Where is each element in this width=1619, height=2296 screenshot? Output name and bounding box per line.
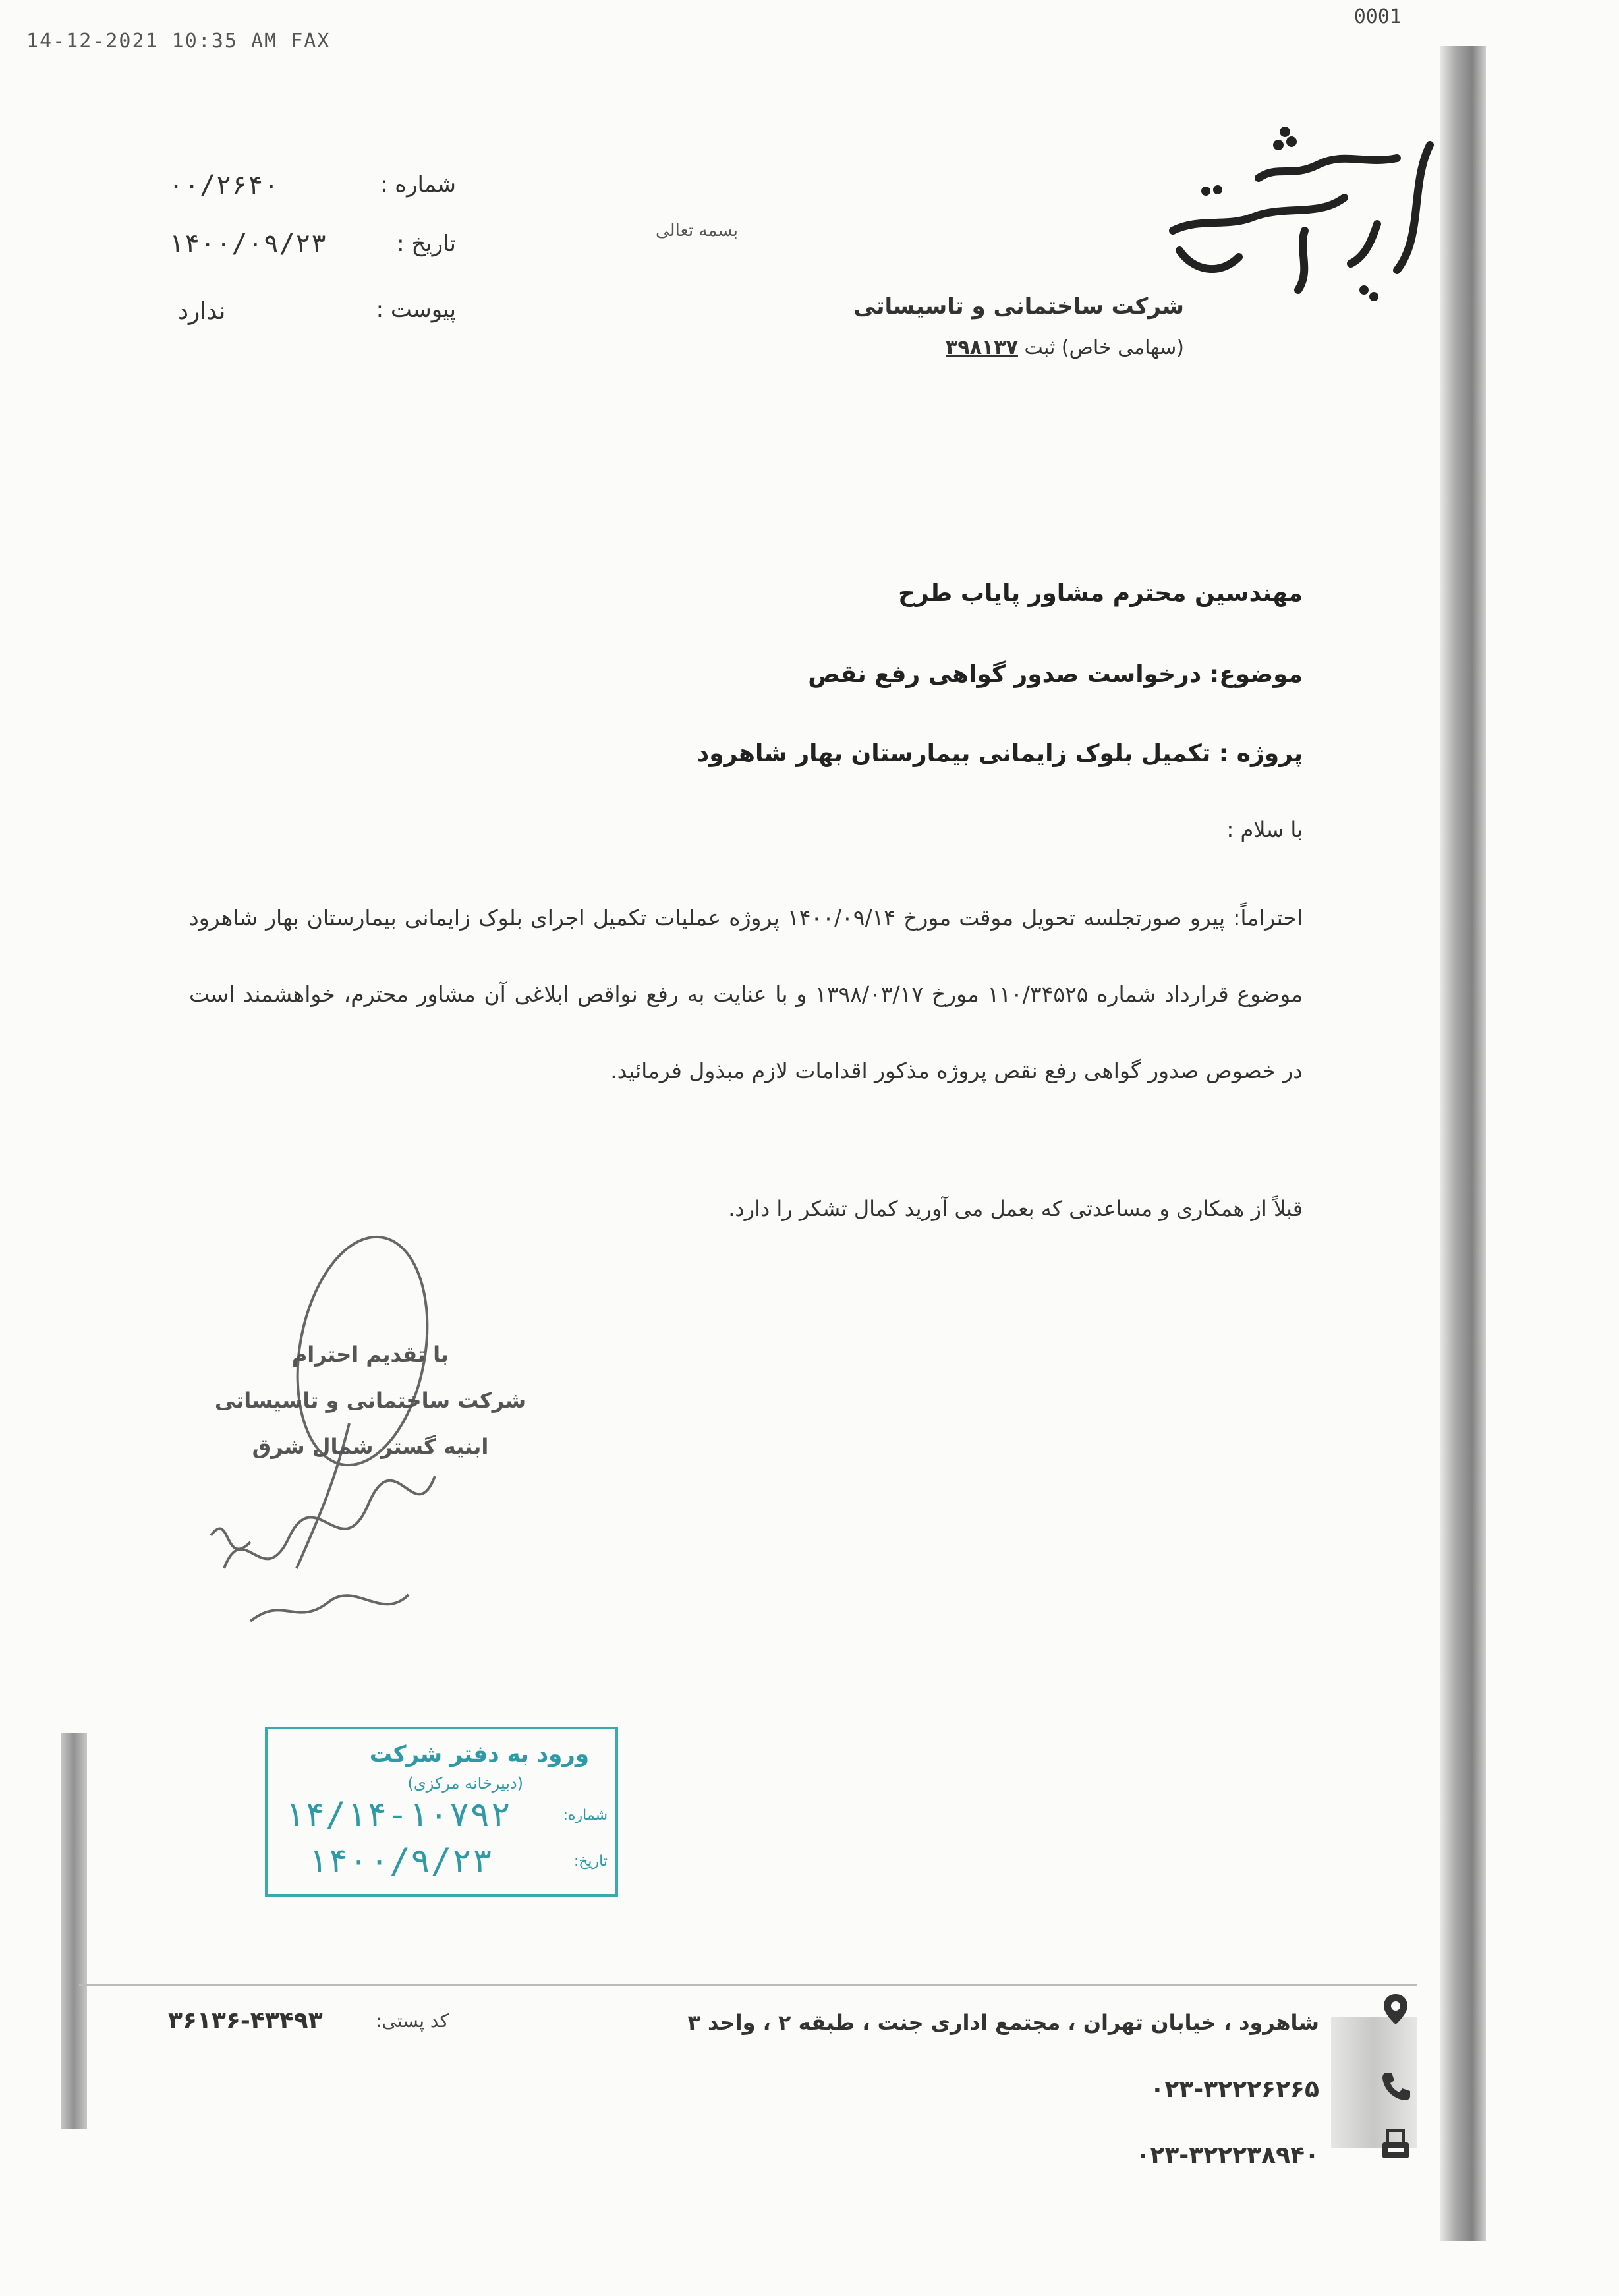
closing-line: قبلاً از همکاری و مساعدتی که بعمل می آورید کمال تشکر را دارد.: [728, 1196, 1303, 1221]
stamp-number-label: شماره:: [563, 1807, 608, 1823]
phone-icon: [1376, 2066, 1415, 2106]
registration-prefix: (سهامی خاص) ثبت: [1024, 336, 1184, 359]
registration-number: ۳۹۸۱۳۷: [946, 336, 1018, 359]
salutation: با سلام :: [1226, 817, 1303, 842]
company-registration: [946, 336, 1184, 359]
footer-fax: ۰۲۳-۳۲۲۲۳۸۹۴۰: [1135, 2142, 1319, 2169]
stamp-title: ورود به دفتر شرکت: [369, 1741, 589, 1767]
footer-address: شاهرود ، خیابان تهران ، مجتمع اداری جنت ، طبقه ۲ ، واحد ۳: [687, 2010, 1319, 2035]
signature-line-1: با تقدیم احترام: [291, 1342, 449, 1367]
letter-date-value: ۱۴۰۰/۰۹/۲۳: [168, 229, 327, 259]
recipient-line: مهندسین محترم مشاور پایاب طرح: [898, 580, 1303, 607]
postal-code-label: کد پستی:: [376, 2010, 449, 2032]
letter-number-label: شماره :: [380, 171, 456, 198]
fax-icon: [1376, 2125, 1415, 2165]
fax-header: 14-12-2021 10:35 AM FAX: [26, 30, 331, 53]
letter-date-label: تاریخ :: [397, 231, 456, 257]
stamp-number-value: ۱۴/۱۴-۱۰۷۹۲: [284, 1795, 511, 1835]
footer-divider: [79, 1984, 1417, 1986]
subject-line: موضوع: درخواست صدور گواهی رفع نقص: [808, 661, 1303, 688]
scan-edge-shadow: [1440, 46, 1486, 2241]
company-name: شرکت ساختمانی و تاسیساتی: [853, 293, 1184, 320]
postal-code-value: ۳۶۱۳۶-۴۳۴۹۳: [168, 2007, 323, 2034]
stamp-date-label: تاریخ:: [573, 1853, 608, 1870]
received-stamp: [265, 1727, 618, 1897]
signature-line-2: شرکت ساختمانی و تاسیساتی: [214, 1388, 526, 1413]
company-logo: [1147, 105, 1450, 316]
scan-edge-shadow-left: [61, 1733, 87, 2129]
project-line: پروژه : تکمیل بلوک زایمانی بیمارستان بهار شاهرود: [696, 740, 1303, 767]
footer-phone: ۰۲۳-۳۲۲۲۶۲۶۵: [1150, 2076, 1319, 2103]
body-paragraph: احتراماً: پیرو صورتجلسه تحویل موقت مورخ ۱۴۰۰/۰۹/۱۴ پروژه عملیات تکمیل اجرای بلوک زایمانی بیمارستان بهار شاهرود موضوع قرارداد شماره ۱۱۰/۳۴۵۲۵ مورخ ۱۳۹۸/۰۳/۱۷ و با عنایت به رفع نواقص ابلاغی آن مشاور محترم، خواهشمند است در خصوص صدور گواهی رفع نقص پروژه مذکور اقدامات لازم مبذول فرمائید.: [189, 905, 1303, 1083]
stamp-subtitle: (دبیرخانه مرکزی): [407, 1774, 523, 1793]
attachment-label: پیوست :: [376, 297, 456, 323]
attachment-value: ندارد: [178, 298, 226, 325]
bismillah: بسمه تعالی: [656, 221, 738, 241]
signature-block: [186, 1331, 555, 1470]
page-number: 0001: [1353, 5, 1402, 28]
signature-line-3: ابنیه گستر شمال شرق: [252, 1434, 489, 1459]
letter-number-value: ۰۰/۲۶۴۰: [168, 170, 279, 200]
location-icon: [1376, 1990, 1415, 2030]
stamp-date-value: ۱۴۰۰/۹/۲۳: [307, 1841, 493, 1881]
